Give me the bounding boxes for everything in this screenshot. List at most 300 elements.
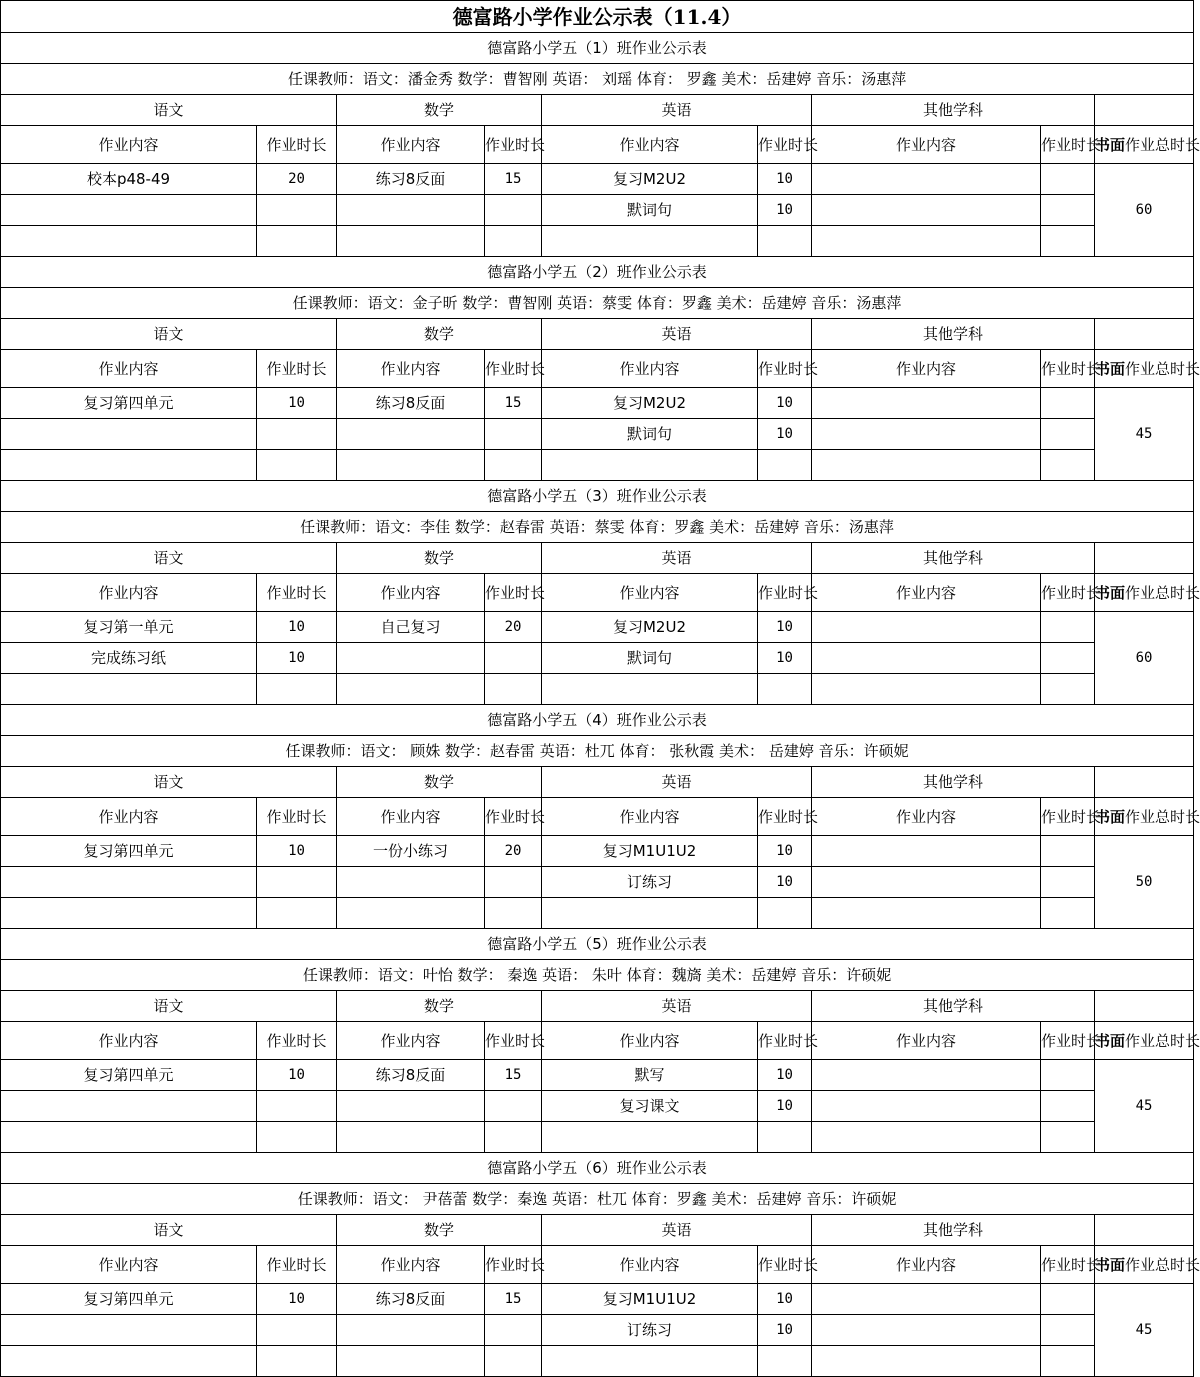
- teachers-row: [1, 512, 1194, 543]
- math-content-cell: 练习8反面: [337, 164, 485, 195]
- other-duration-cell: [1041, 388, 1095, 419]
- english-duration-cell: 10: [758, 612, 812, 643]
- english-duration-header: 作业时长: [758, 1022, 812, 1060]
- class-title: 德富路小学五（4）班作业公示表: [1, 705, 1194, 736]
- math-duration-cell: [485, 898, 542, 929]
- chinese-duration-cell: [257, 419, 337, 450]
- math-duration-cell: [485, 1346, 542, 1377]
- english-duration-cell: 10: [758, 1060, 812, 1091]
- other-content-cell: [812, 164, 1041, 195]
- math-duration-cell: [485, 226, 542, 257]
- math-duration-cell: [485, 674, 542, 705]
- other-content-cell: [812, 388, 1041, 419]
- english-duration-header: 作业时长: [758, 350, 812, 388]
- chinese-duration-header: 作业时长: [257, 350, 337, 388]
- other-content-cell: [812, 898, 1041, 929]
- homework-row: [1, 164, 1194, 195]
- other-content-cell: [812, 1284, 1041, 1315]
- teachers-list: 任课教师：语文： 尹蓓蕾 数学：秦逸 英语：杜兀 体育：罗鑫 美术：岳建婷 音乐：许硕妮: [1, 1184, 1194, 1215]
- other-duration-header: 作业时长: [1041, 1246, 1095, 1284]
- english-duration-cell: 10: [758, 419, 812, 450]
- total-label-rest: 作业总时长: [1125, 807, 1200, 826]
- math-duration-header: 作业时长: [485, 1022, 542, 1060]
- other-duration-cell: [1041, 674, 1095, 705]
- math-content-cell: [337, 226, 485, 257]
- subject-math-header: 数学: [337, 991, 542, 1022]
- teachers-list: 任课教师：语文： 顾姝 数学：赵春雷 英语：杜兀 体育： 张秋霞 美术： 岳建婷 音乐：许硕妮: [1, 736, 1194, 767]
- other-content-cell: [812, 1060, 1041, 1091]
- subject-math-header: 数学: [337, 543, 542, 574]
- total-duration-value: 60: [1095, 612, 1194, 705]
- other-content-cell: [812, 612, 1041, 643]
- subject-english-header: 英语: [542, 543, 812, 574]
- chinese-duration-cell: 10: [257, 836, 337, 867]
- math-content-cell: 练习8反面: [337, 1060, 485, 1091]
- total-label-bold: 书面: [1095, 1031, 1126, 1050]
- english-content-cell: [542, 898, 758, 929]
- blank-header-cell: [1095, 319, 1194, 350]
- homework-row: [1, 1122, 1194, 1153]
- math-content-header: 作业内容: [337, 798, 485, 836]
- math-content-cell: [337, 898, 485, 929]
- subject-english-header: 英语: [542, 991, 812, 1022]
- english-duration-cell: [758, 226, 812, 257]
- total-label-bold: 书面: [1095, 359, 1126, 378]
- math-duration-cell: 15: [485, 388, 542, 419]
- teachers-list: 任课教师：语文：叶怡 数学： 秦逸 英语： 朱叶 体育：魏旖 美术：岳建婷 音乐：许硕妮: [1, 960, 1194, 991]
- english-content-cell: [542, 1122, 758, 1153]
- english-content-header: 作业内容: [542, 798, 758, 836]
- other-duration-cell: [1041, 1315, 1095, 1346]
- subject-other-header: 其他学科: [812, 543, 1095, 574]
- english-content-header: 作业内容: [542, 126, 758, 164]
- class-title-row: [1, 1153, 1194, 1184]
- teachers-row: [1, 64, 1194, 95]
- chinese-duration-cell: 10: [257, 643, 337, 674]
- other-content-cell: [812, 1315, 1041, 1346]
- chinese-content-cell: 复习第四单元: [1, 836, 257, 867]
- total-label-bold: 书面: [1095, 807, 1126, 826]
- chinese-content-cell: [1, 1122, 257, 1153]
- english-content-cell: 默词句: [542, 419, 758, 450]
- english-content-cell: 默词句: [542, 643, 758, 674]
- class-title-row: [1, 481, 1194, 512]
- chinese-content-cell: [1, 419, 257, 450]
- subject-header-row: [1, 767, 1194, 798]
- chinese-duration-cell: 20: [257, 164, 337, 195]
- total-duration-value: 45: [1095, 1060, 1194, 1153]
- chinese-content-header: 作业内容: [1, 350, 257, 388]
- chinese-content-cell: [1, 1346, 257, 1377]
- total-duration-value: 45: [1095, 1284, 1194, 1377]
- homework-row: [1, 674, 1194, 705]
- other-duration-cell: [1041, 226, 1095, 257]
- homework-row: [1, 1346, 1194, 1377]
- subject-math-header: 数学: [337, 319, 542, 350]
- chinese-content-cell: [1, 450, 257, 481]
- math-duration-header: 作业时长: [485, 350, 542, 388]
- other-duration-cell: [1041, 195, 1095, 226]
- teachers-row: [1, 1184, 1194, 1215]
- other-content-cell: [812, 226, 1041, 257]
- total-label-rest: 作业总时长: [1125, 135, 1200, 154]
- chinese-duration-cell: [257, 226, 337, 257]
- chinese-duration-header: 作业时长: [257, 1246, 337, 1284]
- math-content-cell: 自己复习: [337, 612, 485, 643]
- chinese-duration-header: 作业时长: [257, 798, 337, 836]
- math-content-cell: [337, 643, 485, 674]
- chinese-content-header: 作业内容: [1, 798, 257, 836]
- math-content-header: 作业内容: [337, 350, 485, 388]
- subject-chinese-header: 语文: [1, 767, 337, 798]
- chinese-duration-cell: [257, 1315, 337, 1346]
- chinese-content-header: 作业内容: [1, 126, 257, 164]
- chinese-content-header: 作业内容: [1, 1246, 257, 1284]
- other-content-header: 作业内容: [812, 350, 1041, 388]
- chinese-duration-cell: [257, 867, 337, 898]
- class-title: 德富路小学五（6）班作业公示表: [1, 1153, 1194, 1184]
- other-duration-header: 作业时长: [1041, 126, 1095, 164]
- other-content-cell: [812, 1346, 1041, 1377]
- english-content-cell: 复习M2U2: [542, 388, 758, 419]
- other-duration-cell: [1041, 1346, 1095, 1377]
- math-content-cell: [337, 1091, 485, 1122]
- chinese-content-cell: [1, 1091, 257, 1122]
- column-header-row: [1, 798, 1194, 836]
- other-content-cell: [812, 836, 1041, 867]
- subject-header-row: [1, 991, 1194, 1022]
- chinese-content-cell: 完成练习纸: [1, 643, 257, 674]
- math-content-cell: [337, 1315, 485, 1346]
- homework-row: [1, 450, 1194, 481]
- chinese-content-cell: [1, 674, 257, 705]
- column-header-row: [1, 574, 1194, 612]
- total-duration-value: 50: [1095, 836, 1194, 929]
- other-content-header: 作业内容: [812, 126, 1041, 164]
- homework-row: [1, 867, 1194, 898]
- homework-row: [1, 612, 1194, 643]
- chinese-duration-cell: [257, 1346, 337, 1377]
- class-title-row: [1, 257, 1194, 288]
- subject-other-header: 其他学科: [812, 319, 1095, 350]
- math-duration-cell: [485, 450, 542, 481]
- chinese-duration-cell: [257, 1122, 337, 1153]
- subject-other-header: 其他学科: [812, 767, 1095, 798]
- teachers-row: [1, 960, 1194, 991]
- english-duration-cell: 10: [758, 164, 812, 195]
- other-duration-cell: [1041, 836, 1095, 867]
- homework-row: [1, 1315, 1194, 1346]
- homework-row: [1, 419, 1194, 450]
- subject-other-header: 其他学科: [812, 1215, 1095, 1246]
- chinese-content-cell: [1, 195, 257, 226]
- english-duration-cell: 10: [758, 1284, 812, 1315]
- subject-english-header: 英语: [542, 1215, 812, 1246]
- chinese-duration-cell: [257, 1091, 337, 1122]
- math-duration-cell: [485, 867, 542, 898]
- subject-chinese-header: 语文: [1, 95, 337, 126]
- math-content-cell: [337, 867, 485, 898]
- chinese-duration-cell: [257, 674, 337, 705]
- total-label-rest: 作业总时长: [1125, 1031, 1200, 1050]
- chinese-duration-cell: [257, 195, 337, 226]
- teachers-list: 任课教师：语文：李佳 数学：赵春雷 英语：蔡雯 体育：罗鑫 美术：岳建婷 音乐：汤惠萍: [1, 512, 1194, 543]
- total-label-bold: 书面: [1095, 1255, 1126, 1274]
- other-content-header: 作业内容: [812, 574, 1041, 612]
- column-header-row: [1, 1246, 1194, 1284]
- chinese-content-header: 作业内容: [1, 574, 257, 612]
- homework-row: [1, 388, 1194, 419]
- other-content-header: 作业内容: [812, 1246, 1041, 1284]
- blank-header-cell: [1095, 767, 1194, 798]
- math-content-cell: [337, 674, 485, 705]
- chinese-content-cell: 校本p48-49: [1, 164, 257, 195]
- english-content-cell: 复习课文: [542, 1091, 758, 1122]
- subject-header-row: [1, 95, 1194, 126]
- chinese-duration-header: 作业时长: [257, 126, 337, 164]
- total-duration-value: 45: [1095, 388, 1194, 481]
- homework-row: [1, 643, 1194, 674]
- math-content-header: 作业内容: [337, 1246, 485, 1284]
- class-title: 德富路小学五（5）班作业公示表: [1, 929, 1194, 960]
- subject-chinese-header: 语文: [1, 991, 337, 1022]
- other-duration-cell: [1041, 419, 1095, 450]
- subject-chinese-header: 语文: [1, 1215, 337, 1246]
- blank-header-cell: [1095, 95, 1194, 126]
- column-header-row: [1, 350, 1194, 388]
- english-duration-cell: 10: [758, 195, 812, 226]
- total-label-bold: 书面: [1095, 583, 1126, 602]
- blank-header-cell: [1095, 1215, 1194, 1246]
- homework-row: [1, 1284, 1194, 1315]
- other-duration-cell: [1041, 1284, 1095, 1315]
- english-duration-cell: [758, 898, 812, 929]
- math-duration-cell: 20: [485, 836, 542, 867]
- total-label-rest: 作业总时长: [1125, 359, 1200, 378]
- other-duration-header: 作业时长: [1041, 574, 1095, 612]
- english-content-cell: [542, 674, 758, 705]
- chinese-content-cell: 复习第四单元: [1, 388, 257, 419]
- math-duration-header: 作业时长: [485, 798, 542, 836]
- math-content-cell: 一份小练习: [337, 836, 485, 867]
- chinese-content-cell: 复习第四单元: [1, 1284, 257, 1315]
- math-duration-cell: 15: [485, 1060, 542, 1091]
- other-content-cell: [812, 674, 1041, 705]
- english-content-header: 作业内容: [542, 1246, 758, 1284]
- chinese-duration-cell: 10: [257, 612, 337, 643]
- blank-header-cell: [1095, 991, 1194, 1022]
- english-content-header: 作业内容: [542, 1022, 758, 1060]
- english-duration-cell: 10: [758, 836, 812, 867]
- teachers-list: 任课教师：语文：潘金秀 数学：曹智刚 英语： 刘瑶 体育： 罗鑫 美术：岳建婷 音乐：汤惠萍: [1, 64, 1194, 95]
- subject-chinese-header: 语文: [1, 543, 337, 574]
- math-content-cell: [337, 450, 485, 481]
- class-title: 德富路小学五（1）班作业公示表: [1, 33, 1194, 64]
- english-duration-header: 作业时长: [758, 798, 812, 836]
- other-duration-header: 作业时长: [1041, 798, 1095, 836]
- total-duration-header: [1095, 1022, 1200, 1060]
- chinese-duration-cell: 10: [257, 1284, 337, 1315]
- math-duration-cell: [485, 195, 542, 226]
- english-duration-cell: 10: [758, 643, 812, 674]
- other-content-cell: [812, 195, 1041, 226]
- other-duration-cell: [1041, 643, 1095, 674]
- class-title-row: [1, 705, 1194, 736]
- column-header-row: [1, 1022, 1194, 1060]
- homework-row: [1, 195, 1194, 226]
- subject-english-header: 英语: [542, 95, 812, 126]
- total-duration-value: 60: [1095, 164, 1194, 257]
- math-content-header: 作业内容: [337, 126, 485, 164]
- math-duration-cell: 15: [485, 1284, 542, 1315]
- other-content-cell: [812, 643, 1041, 674]
- english-content-cell: [542, 226, 758, 257]
- english-duration-cell: 10: [758, 867, 812, 898]
- total-label-rest: 作业总时长: [1125, 583, 1200, 602]
- homework-row: [1, 836, 1194, 867]
- english-duration-cell: 10: [758, 1091, 812, 1122]
- class-title: 德富路小学五（3）班作业公示表: [1, 481, 1194, 512]
- total-duration-header: [1095, 350, 1200, 388]
- english-duration-header: 作业时长: [758, 126, 812, 164]
- english-content-header: 作业内容: [542, 350, 758, 388]
- chinese-duration-cell: [257, 898, 337, 929]
- subject-other-header: 其他学科: [812, 95, 1095, 126]
- math-duration-header: 作业时长: [485, 574, 542, 612]
- homework-row: [1, 898, 1194, 929]
- english-duration-cell: 10: [758, 1315, 812, 1346]
- subject-chinese-header: 语文: [1, 319, 337, 350]
- teachers-list: 任课教师：语文：金子昕 数学：曹智刚 英语：蔡雯 体育：罗鑫 美术：岳建婷 音乐：汤惠萍: [1, 288, 1194, 319]
- chinese-duration-cell: 10: [257, 388, 337, 419]
- math-content-cell: [337, 419, 485, 450]
- teachers-row: [1, 288, 1194, 319]
- other-content-cell: [812, 1122, 1041, 1153]
- math-content-header: 作业内容: [337, 574, 485, 612]
- other-duration-cell: [1041, 450, 1095, 481]
- blank-header-cell: [1095, 543, 1194, 574]
- math-content-cell: [337, 1346, 485, 1377]
- english-content-cell: 复习M1U1U2: [542, 836, 758, 867]
- math-content-header: 作业内容: [337, 1022, 485, 1060]
- subject-other-header: 其他学科: [812, 991, 1095, 1022]
- math-duration-cell: 20: [485, 612, 542, 643]
- other-duration-cell: [1041, 612, 1095, 643]
- math-duration-cell: [485, 1315, 542, 1346]
- english-content-cell: 默词句: [542, 195, 758, 226]
- chinese-duration-cell: 10: [257, 1060, 337, 1091]
- homework-row: [1, 1060, 1194, 1091]
- subject-header-row: [1, 543, 1194, 574]
- other-duration-cell: [1041, 1091, 1095, 1122]
- english-content-cell: 复习M1U1U2: [542, 1284, 758, 1315]
- other-duration-cell: [1041, 1060, 1095, 1091]
- chinese-content-header: 作业内容: [1, 1022, 257, 1060]
- math-content-cell: 练习8反面: [337, 1284, 485, 1315]
- chinese-content-cell: [1, 867, 257, 898]
- other-duration-cell: [1041, 164, 1095, 195]
- class-title-row: [1, 929, 1194, 960]
- subject-header-row: [1, 319, 1194, 350]
- subject-header-row: [1, 1215, 1194, 1246]
- english-duration-header: 作业时长: [758, 574, 812, 612]
- english-content-header: 作业内容: [542, 574, 758, 612]
- class-title-row: [1, 33, 1194, 64]
- page-title: 德富路小学作业公示表（11.4）: [1, 1, 1194, 33]
- other-content-cell: [812, 867, 1041, 898]
- english-duration-cell: [758, 1346, 812, 1377]
- math-content-cell: [337, 195, 485, 226]
- other-content-header: 作业内容: [812, 1022, 1041, 1060]
- math-duration-header: 作业时长: [485, 1246, 542, 1284]
- english-duration-cell: [758, 674, 812, 705]
- english-duration-cell: [758, 1122, 812, 1153]
- subject-math-header: 数学: [337, 1215, 542, 1246]
- subject-english-header: 英语: [542, 767, 812, 798]
- english-duration-header: 作业时长: [758, 1246, 812, 1284]
- other-content-cell: [812, 450, 1041, 481]
- english-content-cell: 订练习: [542, 1315, 758, 1346]
- english-duration-cell: 10: [758, 388, 812, 419]
- subject-math-header: 数学: [337, 767, 542, 798]
- chinese-content-cell: 复习第四单元: [1, 1060, 257, 1091]
- math-duration-header: 作业时长: [485, 126, 542, 164]
- chinese-content-cell: 复习第一单元: [1, 612, 257, 643]
- math-duration-cell: [485, 643, 542, 674]
- total-label-bold: 书面: [1095, 135, 1126, 154]
- column-header-row: [1, 126, 1194, 164]
- math-content-cell: [337, 1122, 485, 1153]
- english-content-cell: [542, 450, 758, 481]
- math-duration-cell: [485, 1091, 542, 1122]
- english-content-cell: 默写: [542, 1060, 758, 1091]
- english-content-cell: 复习M2U2: [542, 612, 758, 643]
- homework-row: [1, 226, 1194, 257]
- other-duration-cell: [1041, 867, 1095, 898]
- total-duration-header: [1095, 798, 1200, 836]
- chinese-content-cell: [1, 226, 257, 257]
- math-duration-cell: [485, 419, 542, 450]
- math-content-cell: 练习8反面: [337, 388, 485, 419]
- other-content-header: 作业内容: [812, 798, 1041, 836]
- chinese-content-cell: [1, 898, 257, 929]
- english-duration-cell: [758, 450, 812, 481]
- other-duration-cell: [1041, 1122, 1095, 1153]
- chinese-duration-header: 作业时长: [257, 1022, 337, 1060]
- math-duration-cell: 15: [485, 164, 542, 195]
- total-duration-header: [1095, 126, 1200, 164]
- class-title: 德富路小学五（2）班作业公示表: [1, 257, 1194, 288]
- other-content-cell: [812, 1091, 1041, 1122]
- chinese-duration-header: 作业时长: [257, 574, 337, 612]
- chinese-content-cell: [1, 1315, 257, 1346]
- subject-math-header: 数学: [337, 95, 542, 126]
- english-content-cell: 订练习: [542, 867, 758, 898]
- homework-row: [1, 1091, 1194, 1122]
- other-content-cell: [812, 419, 1041, 450]
- chinese-duration-cell: [257, 450, 337, 481]
- teachers-row: [1, 736, 1194, 767]
- english-content-cell: 复习M2U2: [542, 164, 758, 195]
- total-duration-header: [1095, 574, 1200, 612]
- other-duration-cell: [1041, 898, 1095, 929]
- math-duration-cell: [485, 1122, 542, 1153]
- other-duration-header: 作业时长: [1041, 1022, 1095, 1060]
- english-content-cell: [542, 1346, 758, 1377]
- total-label-rest: 作业总时长: [1125, 1255, 1200, 1274]
- subject-english-header: 英语: [542, 319, 812, 350]
- other-duration-header: 作业时长: [1041, 350, 1095, 388]
